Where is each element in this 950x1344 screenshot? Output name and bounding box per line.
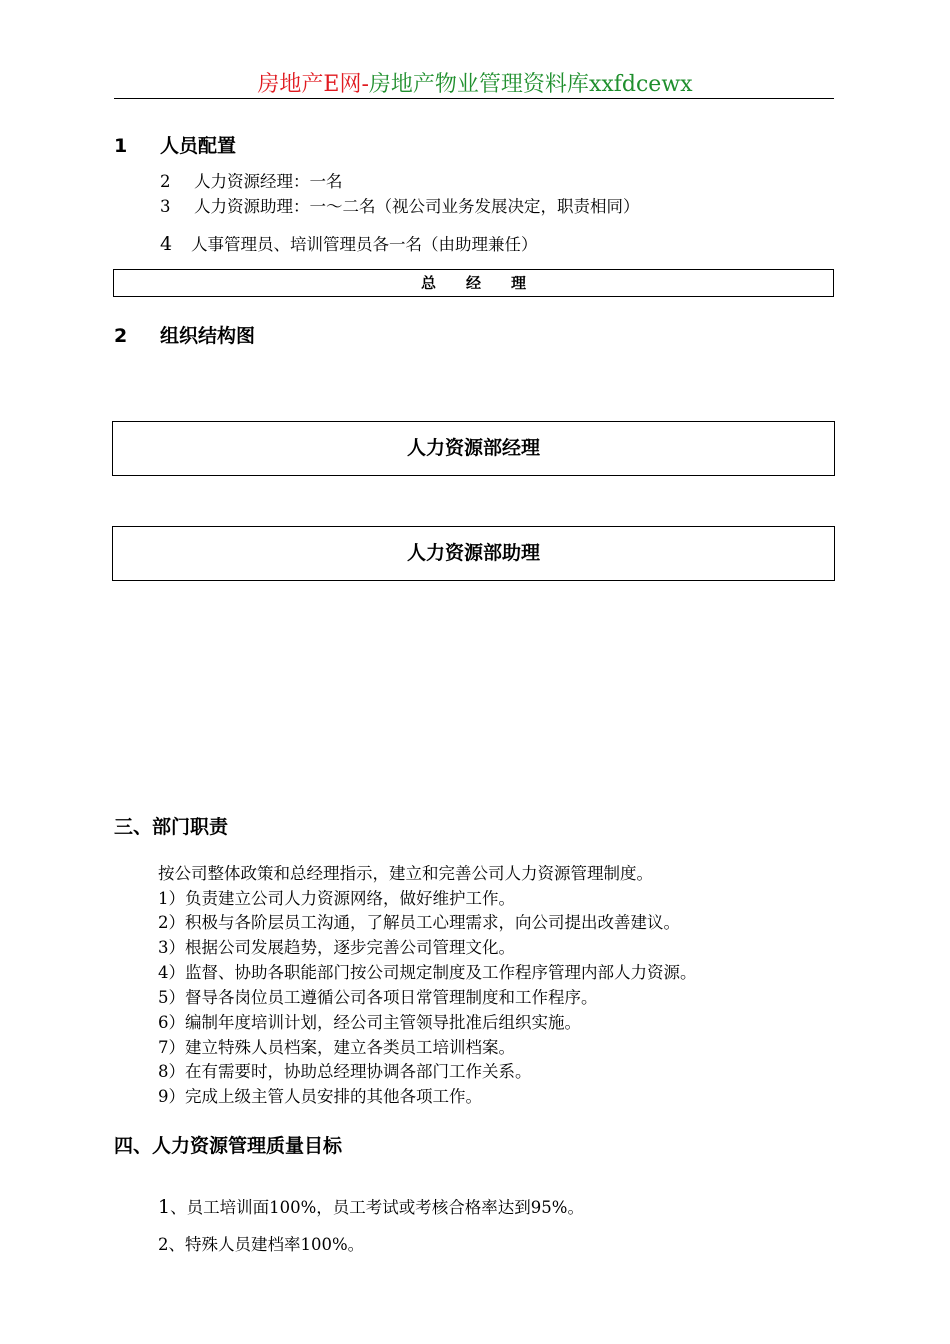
header-rule	[114, 98, 834, 99]
section2-title: 组织结构图	[160, 325, 256, 347]
header-title-code: xxfdcewx	[588, 72, 693, 97]
section1-title: 人员配置	[160, 135, 237, 157]
duty-item: 6）编制年度培训计划，经公司主管领导批准后组织实施。	[158, 1013, 581, 1032]
duty-item: 1）负责建立公司人力资源网络，做好维护工作。	[158, 889, 515, 908]
duty-item: 5）督导各岗位员工遵循公司各项日常管理制度和工作程序。	[158, 988, 598, 1007]
duty-item: 9）完成上级主管人员安排的其他各项工作。	[158, 1087, 482, 1106]
section1-heading	[114, 133, 236, 159]
goal-number: 1	[158, 1196, 171, 1218]
duty-item: 8）在有需要时，协助总经理协调各部门工作关系。	[158, 1062, 532, 1081]
document-header	[0, 70, 950, 100]
org-box-hr-assistant: 人力资源部助理	[112, 526, 835, 581]
item-number: 2	[160, 172, 171, 191]
section1-item	[160, 170, 343, 194]
section1-number: 1	[114, 135, 128, 157]
duty-item: 4）监督、协助各职能部门按公司规定制度及工作程序管理内部人力资源。	[158, 963, 697, 982]
item-text: 人力资源助理：一～二名（视公司业务发展决定，职责相同）	[194, 197, 640, 216]
duty-item: 2）积极与各阶层员工沟通，了解员工心理需求，向公司提出改善建议。	[158, 913, 680, 932]
quality-goal-1	[158, 1195, 584, 1220]
item-number: 3	[160, 197, 171, 216]
org-box-hr-manager: 人力资源部经理	[112, 421, 835, 476]
item-text: 人力资源经理：一名	[194, 172, 343, 191]
section3-intro: 按公司整体政策和总经理指示，建立和完善公司人力资源管理制度。	[158, 864, 653, 883]
section2-heading	[114, 323, 255, 349]
section1-item	[160, 232, 538, 257]
duty-item: 7）建立特殊人员档案，建立各类员工培训档案。	[158, 1038, 515, 1057]
quality-goal-2: 2、特殊人员建档率100%。	[158, 1235, 365, 1254]
header-title-red: 房地产E网-	[257, 72, 369, 97]
duty-item: 3）根据公司发展趋势，逐步完善公司管理文化。	[158, 938, 515, 957]
section3-title: 三、部门职责	[114, 816, 229, 838]
general-manager-box: 总经理	[113, 269, 834, 297]
section4-title: 四、人力资源管理质量目标	[114, 1135, 343, 1157]
section2-number: 2	[114, 325, 128, 347]
section1-item	[160, 195, 640, 219]
header-title-green: 房地产物业管理资料库	[368, 72, 589, 97]
item-number: 4	[160, 233, 173, 255]
item-text: 人事管理员、培训管理员各一名（由助理兼任）	[191, 235, 538, 254]
goal-text: 、员工培训面100%，员工考试或考核合格率达到95%。	[170, 1198, 584, 1217]
